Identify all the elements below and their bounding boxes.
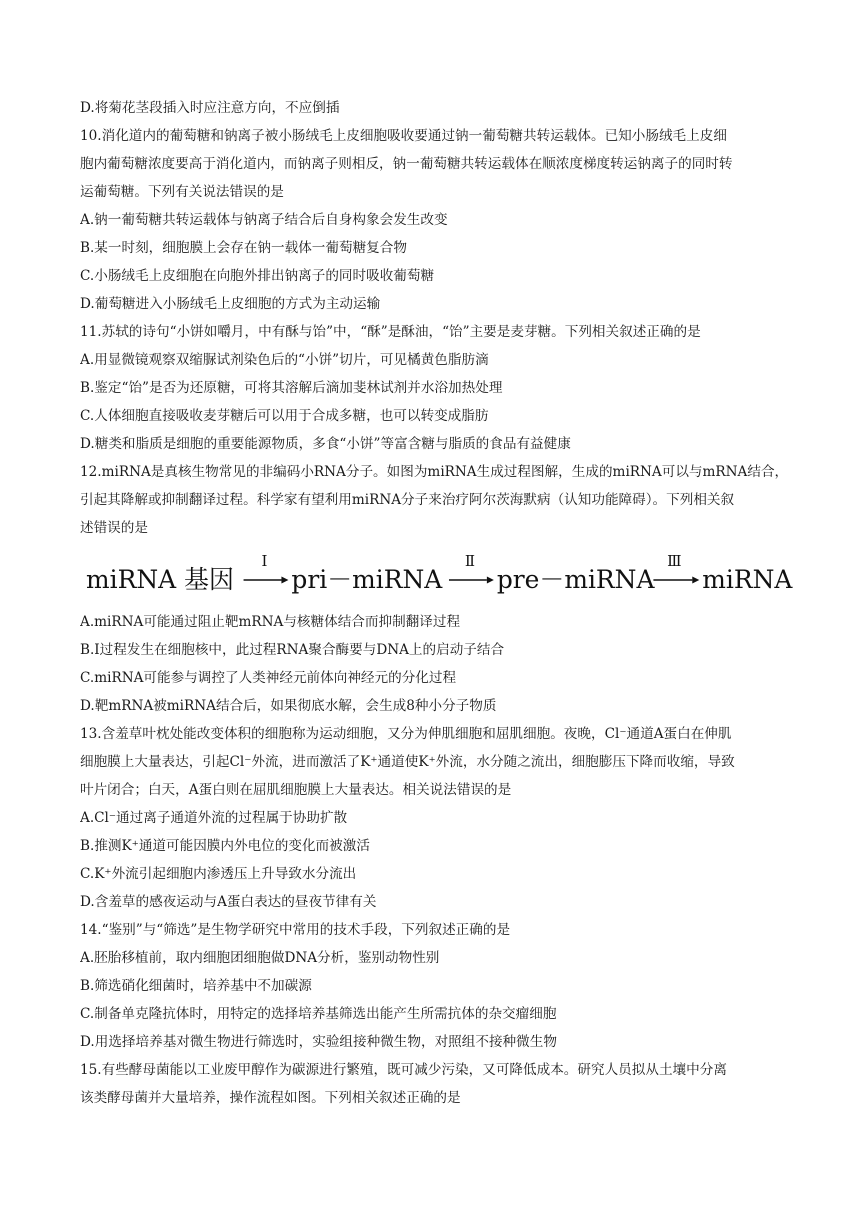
question-block-before-diagram [80, 94, 796, 542]
text-line: 14.“鉴别”与“筛选”是生物学研究中常用的技术手段，下列叙述正确的是 [80, 922, 511, 938]
diagram-arrowhead-3 [692, 576, 699, 583]
text-line: 运葡萄糖。下列有关说法错误的是 [80, 184, 284, 200]
text-line: D.含羞草的感夜运动与A蛋白表达的昼夜节律有关 [80, 894, 377, 910]
text-line: C.人体细胞直接吸收麦芽糖后可以用于合成多糖，也可以转变成脂肪 [80, 408, 489, 424]
text-line: 15.有些酵母菌能以工业废甲醇作为碳源进行繁殖，既可减少污染，又可降低成本。研究人员拟从土壤中分离 [80, 1062, 727, 1078]
text-line: C.K⁺外流引起细胞内渗透压上升导致水分流出 [80, 866, 357, 882]
mirna-flow-svg [86, 550, 796, 600]
diagram-step-gene: miRNA 基因 [86, 564, 234, 594]
diagram-step-pri-mirna: pri－miRNA [291, 564, 443, 594]
diagram-arrowhead-1 [281, 576, 288, 583]
text-line: 引起其降解或抑制翻译过程。科学家有望利用miRNA分子来治疗阿尔茨海默病（认知功能障碍）。下列相关叙 [80, 492, 735, 508]
text-line: 胞内葡萄糖浓度要高于消化道内，而钠离子则相反，钠一葡萄糖共转运载体在顺浓度梯度转运钠离子的同时转 [80, 156, 733, 172]
text-line: D.糖类和脂质是细胞的重要能源物质，多食“小饼”等富含糖与脂质的食品有益健康 [80, 436, 571, 452]
text-line: C.miRNA可能参与调控了人类神经元前体向神经元的分化过程 [80, 670, 457, 686]
text-line: B.鉴定“饴”是否为还原糖，可将其溶解后滴加斐林试剂并水浴加热处理 [80, 380, 503, 396]
text-line: 述错误的是 [80, 520, 148, 536]
diagram-step-pre-mirna: pre－miRNA [496, 564, 655, 594]
text-line: B.某一时刻，细胞膜上会存在钠一载体一葡萄糖复合物 [80, 240, 407, 256]
diagram-arrowhead-2 [487, 576, 494, 583]
text-line: 11.苏轼的诗句“小饼如嚼月，中有酥与饴”中，“酥”是酥油，“饴”主要是麦芽糖。下列相关叙述正确的是 [80, 324, 701, 340]
text-line: 10.消化道内的葡萄糖和钠离子被小肠绒毛上皮细胞吸收要通过钠一葡萄糖共转运载体。已知小肠绒毛上皮细 [80, 128, 727, 144]
text-line: B.筛选硝化细菌时，培养基中不加碳源 [80, 978, 312, 994]
text-line: A.Cl⁻通过离子通道外流的过程属于协助扩散 [80, 810, 348, 826]
diagram-step-mirna: miRNA [702, 564, 793, 594]
text-line: D.靶mRNA被miRNA结合后，如果彻底水解，会生成8种小分子物质 [80, 698, 497, 714]
text-line: D.葡萄糖进入小肠绒毛上皮细胞的方式为主动运输 [80, 296, 381, 312]
exam-page [80, 94, 796, 1112]
text-line: 该类酵母菌并大量培养，操作流程如图。下列相关叙述正确的是 [80, 1090, 461, 1106]
text-line: A.钠一葡萄糖共转运载体与钠离子结合后自身构象会发生改变 [80, 212, 448, 228]
text-line: 12.miRNA是真核生物常见的非编码小RNA分子。如图为miRNA生成过程图解，生成的miRNA可以与mRNA结合， [80, 464, 789, 480]
text-line: B.Ⅰ过程发生在细胞核中，此过程RNA聚合酶要与DNA上的启动子结合 [80, 642, 505, 658]
text-line: C.小肠绒毛上皮细胞在向胞外排出钠离子的同时吸收葡萄糖 [80, 268, 435, 284]
text-line: A.用显微镜观察双缩脲试剂染色后的“小饼”切片，可见橘黄色脂肪滴 [80, 352, 489, 368]
mirna-process-diagram [80, 542, 796, 608]
text-line: 细胞膜上大量表达，引起Cl⁻外流，进而激活了K⁺通道使K⁺外流，水分随之流出，细胞膨压下降而收缩，导致 [80, 754, 735, 770]
text-line: 13.含羞草叶枕处能改变体积的细胞称为运动细胞，又分为伸肌细胞和屈肌细胞。夜晚，Cl⁻通道A蛋白在伸肌 [80, 726, 732, 742]
text-line: A.miRNA可能通过阻止靶mRNA与核糖体结合而抑制翻译过程 [80, 614, 461, 630]
text-line: D.用选择培养基对微生物进行筛选时，实验组接种微生物，对照组不接种微生物 [80, 1034, 557, 1050]
text-line: D.将菊花茎段插入时应注意方向，不应倒插 [80, 100, 340, 116]
question-block-after-diagram [80, 608, 796, 1112]
text-line: A.胚胎移植前，取内细胞团细胞做DNA分析，鉴别动物性别 [80, 950, 440, 966]
diagram-arrow-label-3: Ⅲ [667, 552, 682, 571]
diagram-arrow-label-1: Ⅰ [261, 552, 268, 571]
diagram-arrow-label-2: Ⅱ [464, 552, 475, 571]
text-line: C.制备单克隆抗体时，用特定的选择培养基筛选出能产生所需抗体的杂交瘤细胞 [80, 1006, 557, 1022]
text-line: B.推测K⁺通道可能因膜内外电位的变化而被激活 [80, 838, 370, 854]
text-line: 叶片闭合；白天，A蛋白则在屈肌细胞膜上大量表达。相关说法错误的是 [80, 782, 512, 798]
